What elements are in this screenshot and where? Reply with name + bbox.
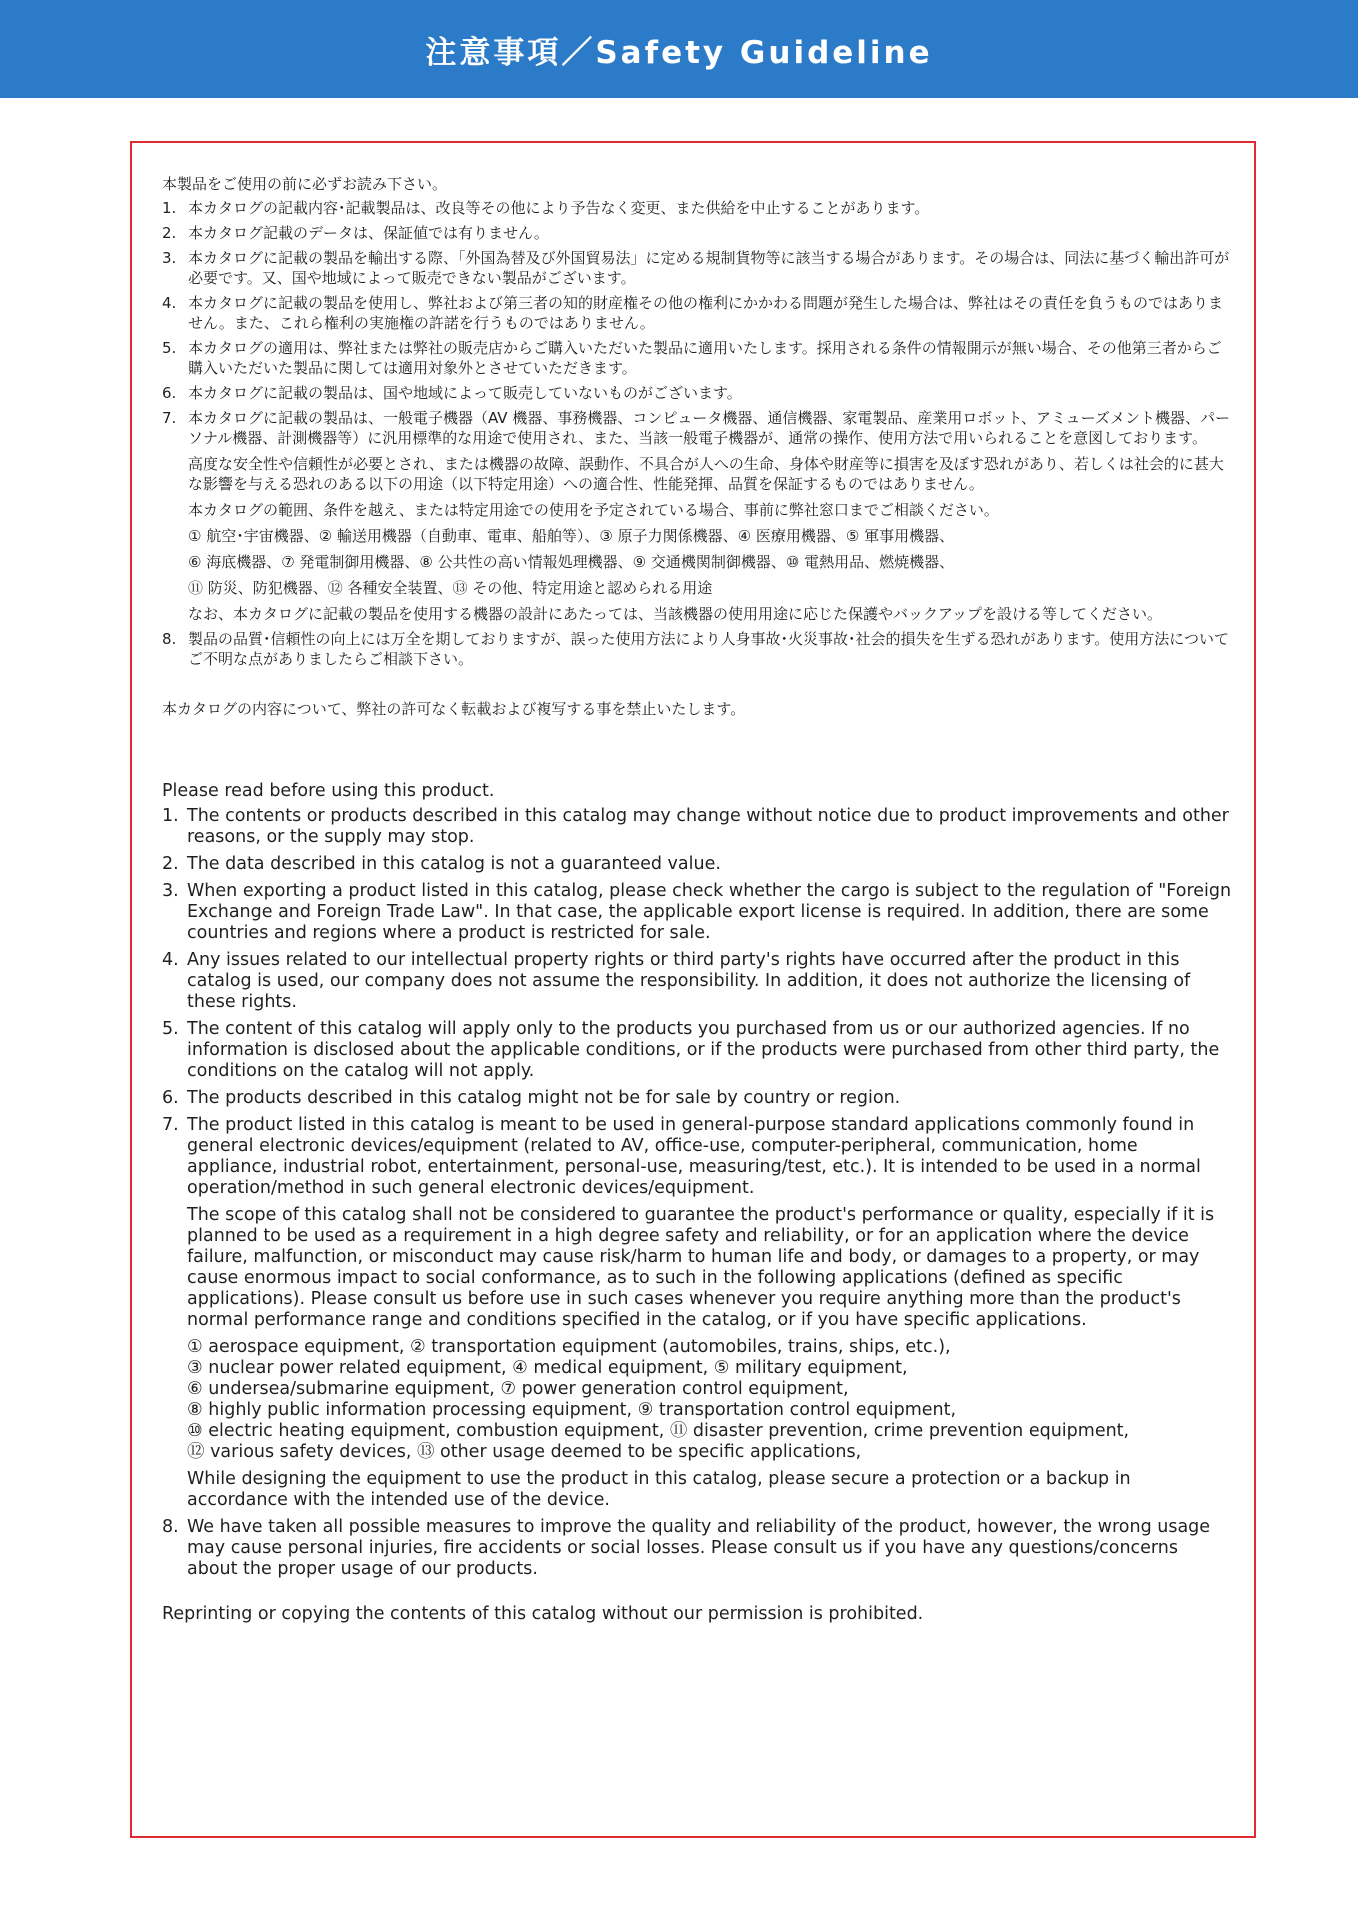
- item-number: 8.: [162, 1517, 179, 1537]
- en-item-3: [162, 881, 1232, 944]
- jp-closing: 本カタログの内容について、弊社の許可なく転載および複写する事を禁止いたします。: [162, 700, 746, 718]
- jp-item-5: [162, 338, 1232, 378]
- en-item-8: [162, 1517, 1232, 1580]
- item-text: The product listed in this catalog is meant to be used in general-purpose standard applications commonly found in general electronic devices/equipment (related to AV, office-use, computer-peripheral, communication, home appliance, industrial robot, entertainment, personal-use, measuring/test, etc.). It is intended to be used in a normal operation/method in such general electronic devices/equipment.: [187, 1115, 1201, 1198]
- jp-item-8: [162, 629, 1232, 669]
- application-list-line: ⑫ various safety devices, ⑬ other usage deemed to be specific applications,: [187, 1442, 862, 1462]
- item-number: 2.: [162, 224, 177, 242]
- jp-list: [162, 198, 1232, 669]
- content-area: [162, 174, 1232, 1625]
- item-text: 本カタログ記載のデータは、保証値では有りません。: [188, 224, 549, 242]
- application-list: [187, 1337, 1232, 1463]
- item-number: 6.: [162, 1088, 179, 1108]
- jp-item-6: [162, 383, 1232, 403]
- application-list-line: ③ nuclear power related equipment, ④ medical equipment, ⑤ military equipment,: [187, 1358, 908, 1378]
- item-number: 8.: [162, 630, 177, 648]
- item-text: Any issues related to our intellectual property rights or third party's rights have occurred after the product in this catalog is used, our company does not assume the responsibility. In addition, it does not authorize the licensing of these rights.: [187, 950, 1191, 1012]
- application-list-line: ⑩ electric heating equipment, combustion equipment, ⑪ disaster prevention, crime prevention equipment,: [187, 1421, 1130, 1441]
- application-list-line: ⑥ undersea/submarine equipment, ⑦ power generation control equipment,: [187, 1379, 849, 1399]
- item-number: 4.: [162, 950, 179, 970]
- item-number: 5.: [162, 1019, 179, 1039]
- en-item-6: [162, 1088, 1232, 1109]
- item-text: The content of this catalog will apply only to the products you purchased from us or our authorized agencies. If no information is disclosed about the applicable conditions, or if the products were purchased from other third party, the conditions on the catalog will not apply.: [187, 1019, 1220, 1081]
- item-number: 3.: [162, 249, 177, 267]
- jp-item-1: [162, 198, 1232, 218]
- item-text: The products described in this catalog might not be for sale by country or region.: [187, 1088, 901, 1108]
- item-number: 1.: [162, 806, 179, 826]
- en-closing: Reprinting or copying the contents of this catalog without our permission is prohibited.: [162, 1604, 924, 1624]
- item-subparagraph: The scope of this catalog shall not be considered to guarantee the product's performance or quality, especially if it is planned to be used as a requirement in a high degree safety and reliability, or for an application where the device failure, malfunction, or misconduct may cause risk/harm to human life and body, or damages to a property, or may cause enormous impact to social conformance, as to such in the following applications (defined as specific applications). Please consult us before use in such cases whenever you require anything more than the product's normal performance range and conditions specified in the catalog, or if you have specific applications.: [187, 1205, 1215, 1330]
- jp-item-7: [162, 408, 1232, 624]
- item-subparagraph: 本カタログの範囲、条件を越え、または特定用途での使用を予定されている場合、事前に弊社窓口までご相談ください。: [188, 501, 999, 519]
- application-list-line: ① 航空･宇宙機器、② 輸送用機器（自動車、電車、船舶等）、③ 原子力関係機器、④ 医療用機器、⑤ 軍事用機器、: [188, 527, 955, 545]
- jp-intro: 本製品をご使用の前に必ずお読み下さい。: [162, 175, 448, 193]
- item-subparagraph: なお、本カタログに記載の製品を使用する機器の設計にあたっては、当該機器の使用用途に応じた保護やバックアップを設ける等してください。: [188, 605, 1162, 623]
- application-list-line: ① aerospace equipment, ② transportation equipment (automobiles, trains, ships, etc.),: [187, 1337, 951, 1357]
- item-subparagraph: 高度な安全性や信頼性が必要とされ、または機器の故障、誤動作、不具合が人への生命、身体や財産等に損害を及ぼす恐れがあり、若しくは社会的に甚大な影響を与える恐れのある以下の用途（以下特定用途）への適合性、性能発揮、品質を保証するものではありません。: [188, 455, 1224, 493]
- item-text: 本カタログに記載の製品を輸出する際、「外国為替及び外国貿易法」に定める規制貨物等に該当する場合があります。その場合は、同法に基づく輸出許可が必要です。又、国や地域によって販売できない製品がございます。: [188, 249, 1230, 287]
- item-number: 5.: [162, 339, 177, 357]
- item-text: 本カタログに記載の製品を使用し、弊社および第三者の知的財産権その他の権利にかかわる問題が発生した場合は、弊社はその責任を負うものではありません。また、これら権利の実施権の許諾を行うものではありません。: [188, 294, 1224, 332]
- en-intro: Please read before using this product.: [162, 781, 495, 801]
- item-text: When exporting a product listed in this catalog, please check whether the cargo is subject to the regulation of "Foreign Exchange and Foreign Trade Law". In that case, the applicable export license is required. In addition, there are some countries and regions where a product is restricted for sale.: [187, 881, 1232, 943]
- en-item-2: [162, 854, 1232, 875]
- en-item-5: [162, 1019, 1232, 1082]
- jp-item-4: [162, 293, 1232, 333]
- page-header: [0, 0, 1358, 98]
- item-number: 6.: [162, 384, 177, 402]
- en-list: [162, 806, 1232, 1580]
- japanese-section: [162, 174, 1232, 719]
- item-subparagraph: While designing the equipment to use the product in this catalog, please secure a protection or a backup in accordance with the intended use of the device.: [187, 1469, 1131, 1510]
- item-number: 4.: [162, 294, 177, 312]
- item-number: 7.: [162, 1115, 179, 1135]
- item-text: 本カタログに記載の製品は、一般電子機器（AV 機器、事務機器、コンピュータ機器、通信機器、家電製品、産業用ロボット、アミューズメント機器、パーソナル機器、計測機器等）に汎用標準的な用途で使用され、また、当該一般電子機器が、通常の操作、使用方法で用いられることを意図しております。: [188, 409, 1230, 447]
- item-text: 本カタログの適用は、弊社または弊社の販売店からご購入いただいた製品に適用いたします。採用される条件の情報開示が無い場合、その他第三者からご購入いただいた製品に関しては適用対象外とさせていただきます。: [188, 339, 1222, 377]
- en-item-1: [162, 806, 1232, 848]
- item-number: 1.: [162, 199, 177, 217]
- item-text: The contents or products described in this catalog may change without notice due to product improvements and other reasons, or the supply may stop.: [187, 806, 1229, 847]
- item-text: 本カタログに記載の製品は、国や地域によって販売していないものがございます。: [188, 384, 742, 402]
- jp-item-3: [162, 248, 1232, 288]
- application-list-line: ⑧ highly public information processing equipment, ⑨ transportation control equipment,: [187, 1400, 957, 1420]
- en-item-7: [162, 1115, 1232, 1511]
- application-list-line: ⑪ 防災、防犯機器、⑫ 各種安全装置、⑬ その他、特定用途と認められる用途: [188, 579, 713, 597]
- item-number: 2.: [162, 854, 179, 874]
- item-text: 本カタログの記載内容･記載製品は、改良等その他により予告なく変更、また供給を中止することがあります。: [188, 199, 930, 217]
- item-text: We have taken all possible measures to improve the quality and reliability of the product, however, the wrong usage may cause personal injuries, fire accidents or social losses. Please consult us if you have any questions/concerns about the proper usage of our products.: [187, 1517, 1211, 1579]
- en-item-4: [162, 950, 1232, 1013]
- english-section: [162, 781, 1232, 1625]
- item-number: 7.: [162, 409, 177, 427]
- item-text: 製品の品質･信頼性の向上には万全を期しておりますが、誤った使用方法により人身事故･火災事故･社会的損失を生ずる恐れがあります。使用方法についてご不明な点がありましたらご相談下さい。: [188, 630, 1230, 668]
- page-title: 注意事項／Safety Guideline: [425, 34, 933, 71]
- application-list-line: ⑥ 海底機器、⑦ 発電制御用機器、⑧ 公共性の高い情報処理機器、⑨ 交通機関制御機器、⑩ 電熱用品、燃焼機器、: [188, 553, 955, 571]
- jp-item-2: [162, 223, 1232, 243]
- item-text: The data described in this catalog is not a guaranteed value.: [187, 854, 721, 874]
- item-number: 3.: [162, 881, 179, 901]
